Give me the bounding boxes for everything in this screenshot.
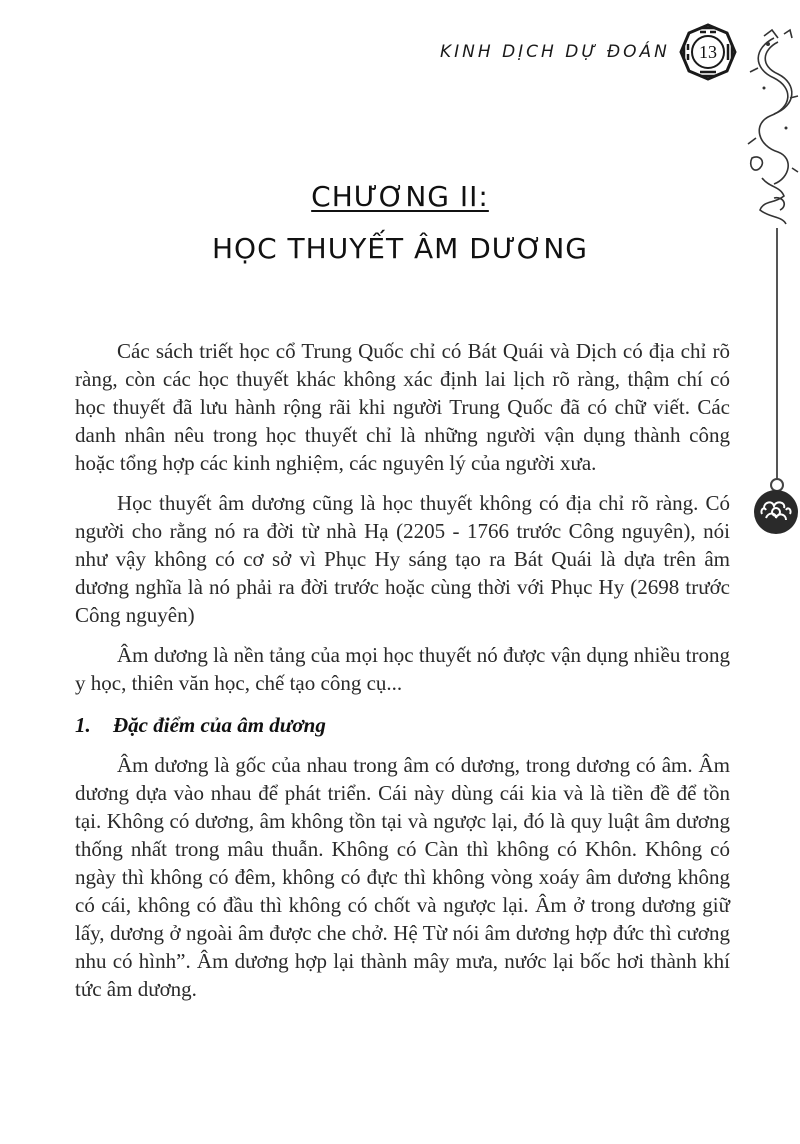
section-number: 1. <box>75 713 91 737</box>
paragraph: Âm dương là gốc của nhau trong âm có dương, trong dương có âm. Âm dương dựa vào nhau để phát triển. Cái này dùng cái kia và là tiền đề để tồn tại. Không có dương, âm không tồn tại và ngược lại, đó là quy luật âm dương thống nhất trong mâu thuẫn. Không có Càn thì không có Khôn. Không có ngày thì không có đêm, không có đực thì không vòng xoáy âm dương không có cái, không có đầu thì không có chốt và ngược lại. Âm ở trong dương giữ lấy, dương ở ngoài âm được che chở. Hệ Từ nói âm dương hợp đức thì cương nhu có hình”. Âm dương hợp lại thành mây mưa, nước lại bốc hơi thành khí tức âm dương. <box>75 753 730 1001</box>
cloud-medallion-icon <box>752 488 800 536</box>
paragraph: Học thuyết âm dương cũng là học thuyết không có địa chỉ rõ ràng. Có người cho rằng nó ra đời từ nhà Hạ (2205 - 1766 trước Công nguyên), nói như vậy không có cơ sở vì Phục Hy sáng tạo ra Bát Quái là dựa trên âm dương nghĩa là nó phải ra đời trước hoặc cùng thời với Phục Hy (2698 trước Công nguyên) <box>75 491 730 627</box>
chapter-subtitle: HỌC THUYẾT ÂM DƯƠNG <box>212 232 588 265</box>
section-title: Đặc điểm của âm dương <box>113 713 326 737</box>
paragraph: Âm dương là nền tảng của mọi học thuyết nó được vận dụng nhiều trong y học, thiên văn học, chế tạo công cụ... <box>75 643 730 695</box>
hanging-cord <box>776 228 778 480</box>
page-number: 13 <box>699 41 717 62</box>
page-number-badge <box>678 22 738 82</box>
paragraph: Các sách triết học cổ Trung Quốc chỉ có Bát Quái và Dịch có địa chỉ rõ ràng, còn các học thuyết khác không xác định lai lịch rõ ràng, thậm chí có học thuyết đã lưu hành rộng rãi khi người Trung Quốc đã có chữ viết. Các danh nhân nêu trong học thuyết chỉ là những người vận dụng thành công hoặc tổng hợp các kinh nghiệm, các nguyên lý của người xưa. <box>75 339 730 475</box>
body-text <box>75 337 730 1015</box>
running-title: KINH DỊCH DỰ ĐOÁN <box>440 42 670 62</box>
section-heading <box>75 711 730 739</box>
chapter-title: CHƯƠNG II: <box>311 180 489 213</box>
